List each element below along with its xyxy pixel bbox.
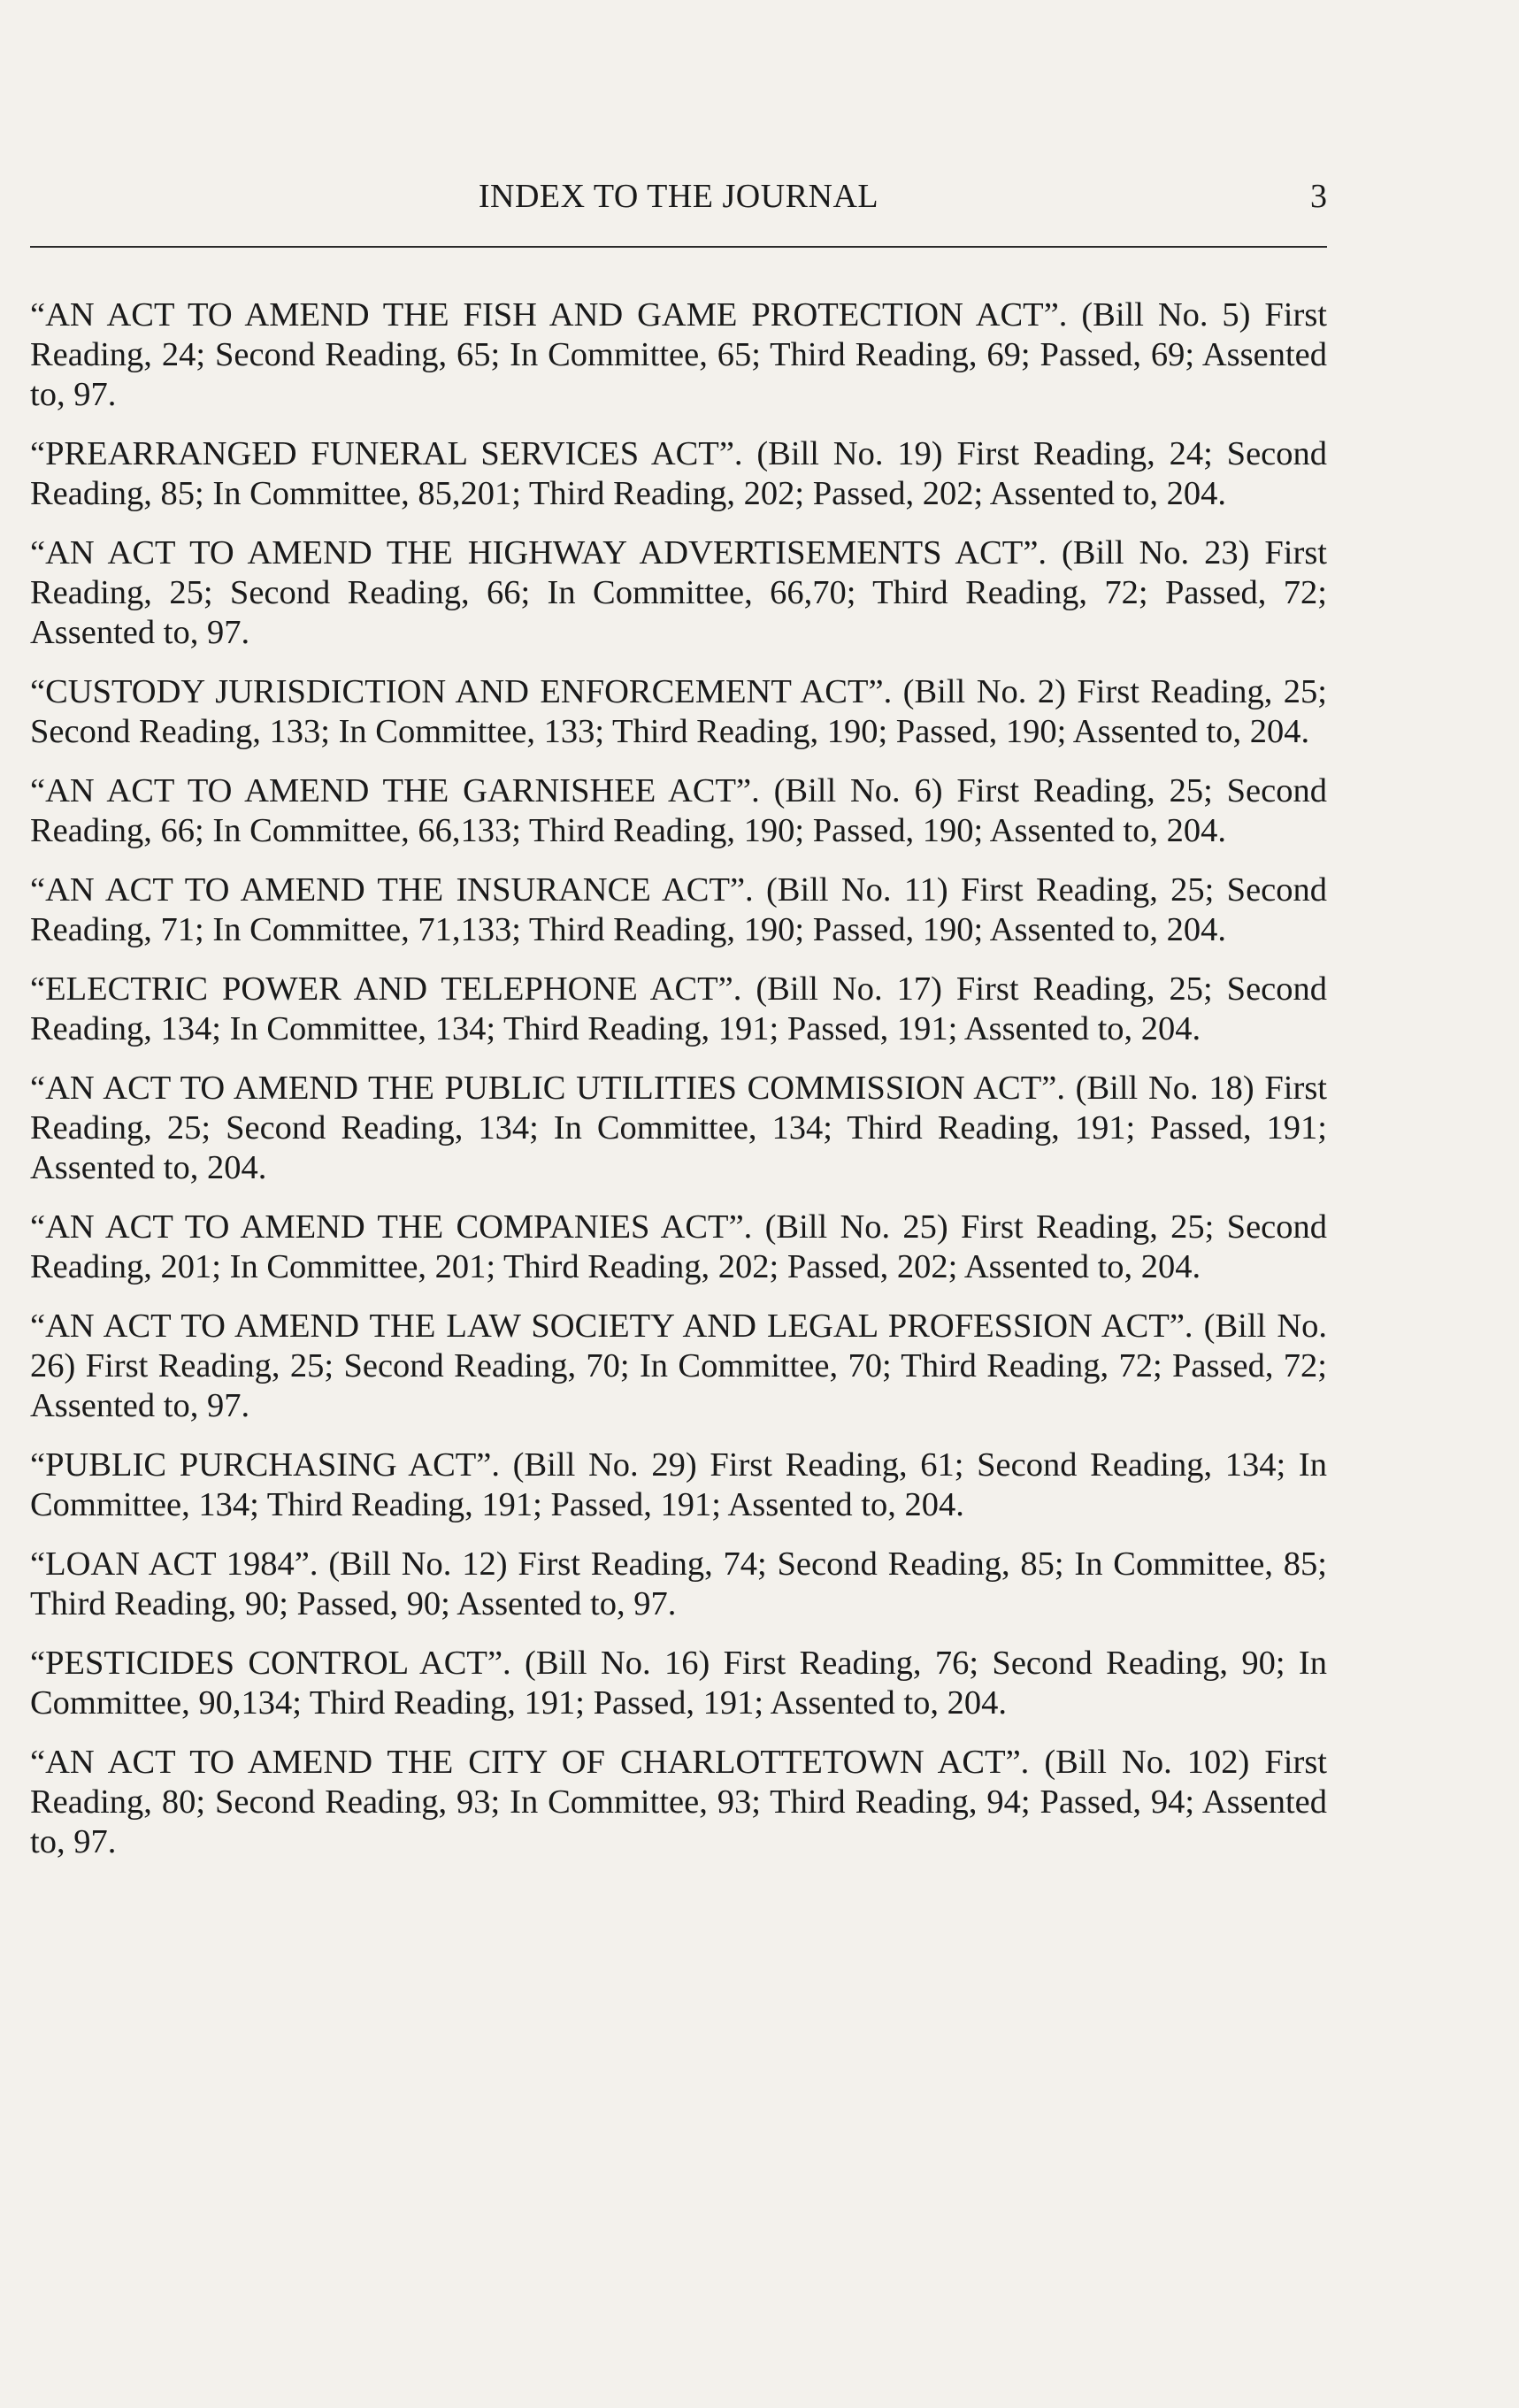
index-entry: “ELECTRIC POWER AND TELEPHONE ACT”. (Bill No. 17) First Reading, 25; Second Reading, 134; In Committee, 134; Third Reading, 191; Passed, 191; Assented to, 204. — [30, 970, 1327, 1047]
index-entry: “LOAN ACT 1984”. (Bill No. 12) First Reading, 74; Second Reading, 85; In Committee, 85; Third Reading, 90; Passed, 90; Assented to, 97. — [30, 1545, 1327, 1622]
index-entry: “PESTICIDES CONTROL ACT”. (Bill No. 16) First Reading, 76; Second Reading, 90; In Committee, 90,134; Third Reading, 191; Passed, 191; Assented to, 204. — [30, 1645, 1327, 1722]
index-entry: “AN ACT TO AMEND THE PUBLIC UTILITIES COMMISSION ACT”. (Bill No. 18) First Reading, 25; Second Reading, 134; In Committee, 134; Third Reading, 191; Passed, 191; Assented to, 204. — [30, 1070, 1327, 1186]
header-rule — [30, 246, 1327, 248]
running-head — [30, 177, 1327, 230]
index-entry: “PUBLIC PURCHASING ACT”. (Bill No. 29) First Reading, 61; Second Reading, 134; In Committee, 134; Third Reading, 191; Passed, 191; Assented to, 204. — [30, 1446, 1327, 1523]
index-entry: “AN ACT TO AMEND THE FISH AND GAME PROTECTION ACT”. (Bill No. 5) First Reading, 24; Second Reading, 65; In Committee, 65; Third Reading, 69; Passed, 69; Assented to, 97. — [30, 296, 1327, 413]
index-entry: “AN ACT TO AMEND THE COMPANIES ACT”. (Bill No. 25) First Reading, 25; Second Reading, 201; In Committee, 201; Third Reading, 202; Passed, 202; Assented to, 204. — [30, 1208, 1327, 1285]
index-entries — [30, 295, 1327, 1882]
index-entry: “AN ACT TO AMEND THE GARNISHEE ACT”. (Bill No. 6) First Reading, 25; Second Reading, 66; In Committee, 66,133; Third Reading, 190; Passed, 190; Assented to, 204. — [30, 772, 1327, 849]
page-title: INDEX TO THE JOURNAL — [478, 178, 879, 215]
index-entry: “AN ACT TO AMEND THE INSURANCE ACT”. (Bill No. 11) First Reading, 25; Second Reading, 71; In Committee, 71,133; Third Reading, 190; Passed, 190; Assented to, 204. — [30, 871, 1327, 948]
index-entry: “AN ACT TO AMEND THE HIGHWAY ADVERTISEMENTS ACT”. (Bill No. 23) First Reading, 25; Second Reading, 66; In Committee, 66,70; Third Reading, 72; Passed, 72; Assented to, 97. — [30, 534, 1327, 651]
page-number: 3 — [1310, 178, 1327, 215]
index-entry: “CUSTODY JURISDICTION AND ENFORCEMENT ACT”. (Bill No. 2) First Reading, 25; Second Reading, 133; In Committee, 133; Third Reading, 190; Passed, 190; Assented to, 204. — [30, 673, 1327, 750]
index-entry: “AN ACT TO AMEND THE CITY OF CHARLOTTETOWN ACT”. (Bill No. 102) First Reading, 80; Second Reading, 93; In Committee, 93; Third Reading, 94; Passed, 94; Assented to, 97. — [30, 1744, 1327, 1860]
index-entry: “PREARRANGED FUNERAL SERVICES ACT”. (Bill No. 19) First Reading, 24; Second Reading, 85; In Committee, 85,201; Third Reading, 202; Passed, 202; Assented to, 204. — [30, 435, 1327, 512]
index-entry: “AN ACT TO AMEND THE LAW SOCIETY AND LEGAL PROFESSION ACT”. (Bill No. 26) First Reading, 25; Second Reading, 70; In Committee, 70; Third Reading, 72; Passed, 72; Assented to, 97. — [30, 1308, 1327, 1424]
